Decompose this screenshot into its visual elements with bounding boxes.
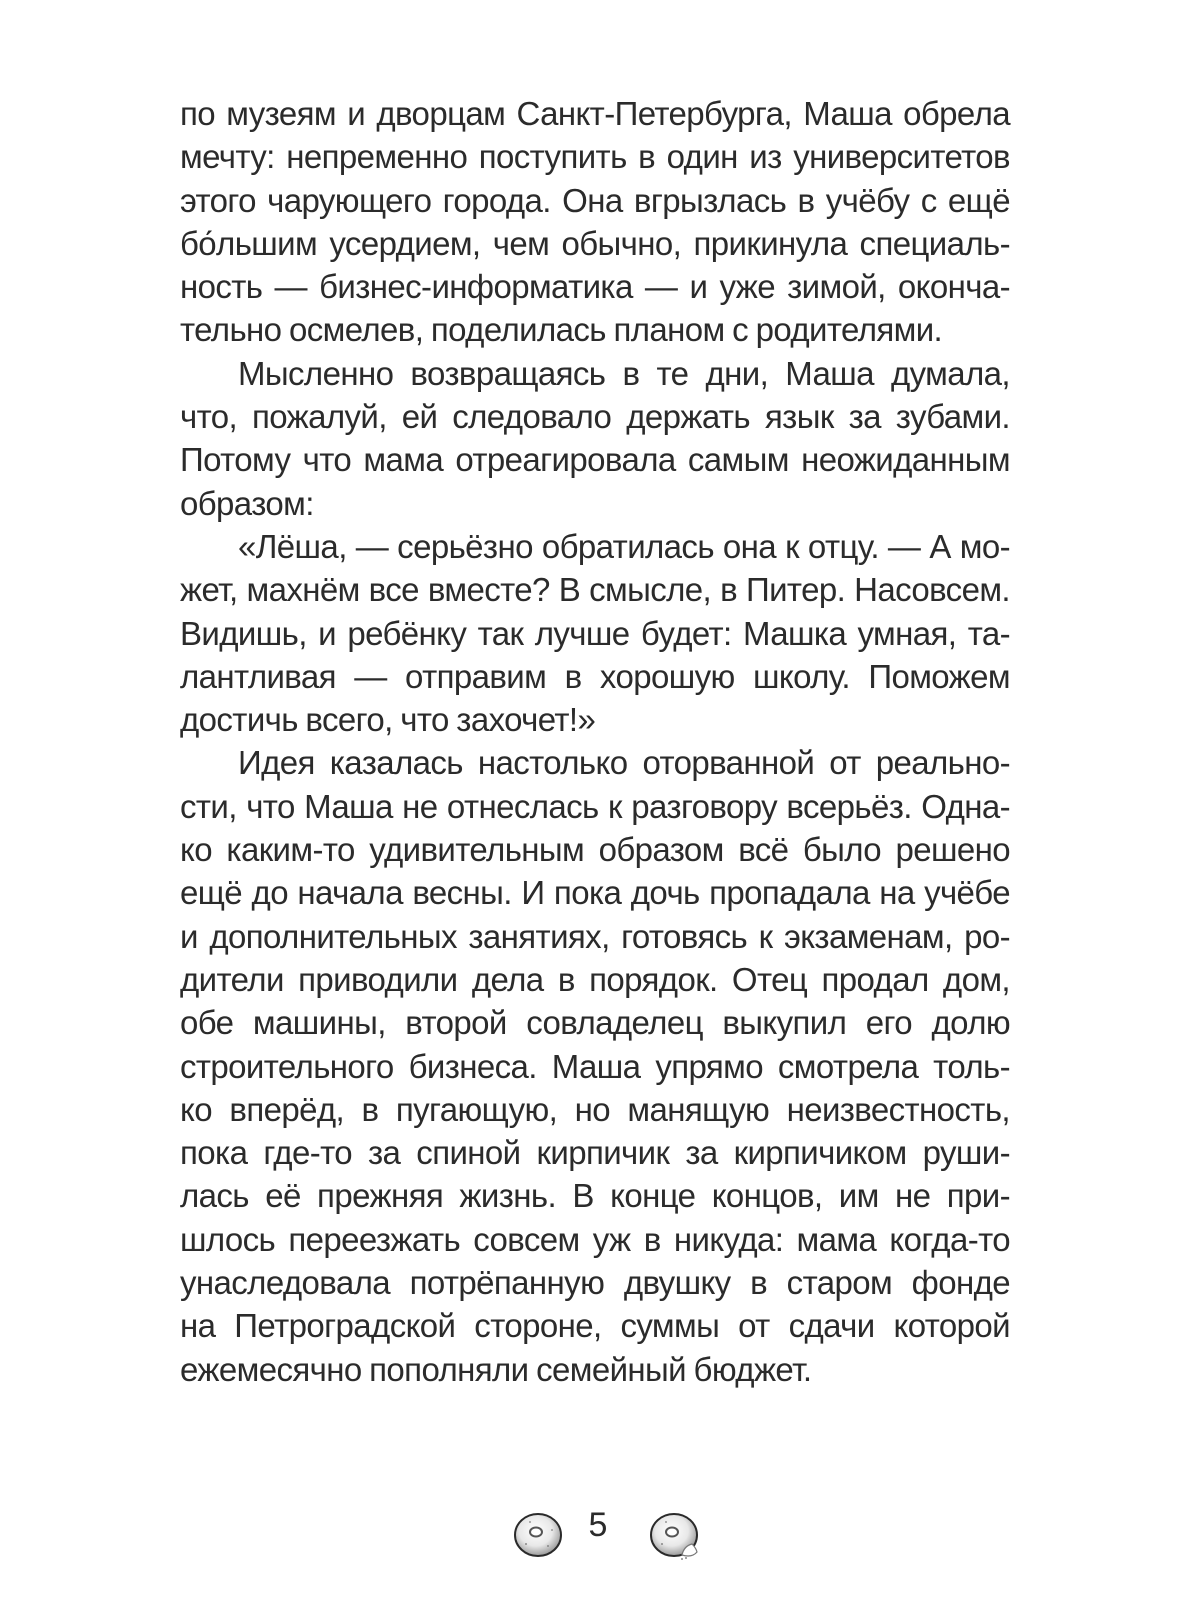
text-line: обе машины, второй совладелец выкупил его долю [180, 1004, 1010, 1042]
text-line: унаследовала потрёпанную двушку в старом фонде [180, 1264, 1010, 1302]
text-line: ко каким-то удивительным образом всё было решено [180, 831, 1010, 869]
text-line: ность — бизнес-информатика — и уже зимой, оконча- [180, 268, 1010, 306]
page-number: 5 [588, 1506, 608, 1544]
text-line: этого чарующего города. Она вгрызлась в учёбу с ещё [180, 181, 1010, 219]
page-footer [0, 1500, 1200, 1570]
text-line: жет, махнём все вместе? В смысле, в Питер. Насовсем. [180, 571, 1010, 609]
text-line: и дополнительных занятиях, готовясь к экзаменам, ро- [180, 917, 1010, 955]
text-line: пока где-то за спиной кирпичик за кирпичиком руши- [180, 1134, 1010, 1172]
text-line: на Петроградской стороне, суммы от сдачи которой [180, 1307, 1010, 1345]
text-line: лантливая — отправим в хорошую школу. Поможем [180, 657, 1010, 695]
body-text [180, 92, 1010, 1391]
text-line: Видишь, и ребёнку так лучше будет: Машка умная, та- [180, 614, 1010, 652]
text-line: ежемесячно пополняли семейный бюджет. [180, 1350, 812, 1388]
text-line: по музеям и дворцам Санкт-Петербурга, Маша обрела [180, 95, 1010, 132]
text-line: ещё до начала весны. И пока дочь пропадала на учёбе [180, 874, 1010, 912]
text-line: Мысленно возвращаясь в те дни, Маша думала, [238, 354, 1010, 392]
text-line: дители приводили дела в порядок. Отец продал дом, [180, 960, 1010, 998]
text-line: Потому что мама отреагировала самым неожиданным [180, 441, 1010, 479]
bitten-donut-icon [648, 1508, 700, 1560]
text-line: «Лёша, — серьёзно обратилась она к отцу. — А мо- [238, 527, 1010, 565]
text-line: образом: [180, 484, 314, 522]
text-line: лась её прежняя жизнь. В конце концов, им не при- [180, 1177, 1010, 1215]
donut-icon [512, 1508, 564, 1560]
text-line: ко вперёд, в пугающую, но манящую неизвестность, [180, 1090, 1010, 1128]
text-line: достичь всего, что захочет!» [180, 701, 596, 739]
text-line: сти, что Маша не отнеслась к разговору всерьёз. Одна- [180, 787, 1010, 825]
text-line: Идея казалась настолько оторванной от реально- [238, 744, 1010, 782]
text-line: строительного бизнеса. Маша упрямо смотрела толь- [180, 1047, 1010, 1085]
text-line: мечту: непременно поступить в один из университетов [180, 138, 1010, 176]
text-line: тельно осмелев, поделилась планом с родителями. [180, 311, 943, 349]
text-line: что, пожалуй, ей следовало держать язык за зубами. [180, 398, 1010, 436]
text-line: шлось переезжать совсем уж в никуда: мама когда-то [180, 1220, 1010, 1258]
text-line: бо́льшим усердием, чем обычно, прикинула специаль- [180, 224, 1010, 262]
